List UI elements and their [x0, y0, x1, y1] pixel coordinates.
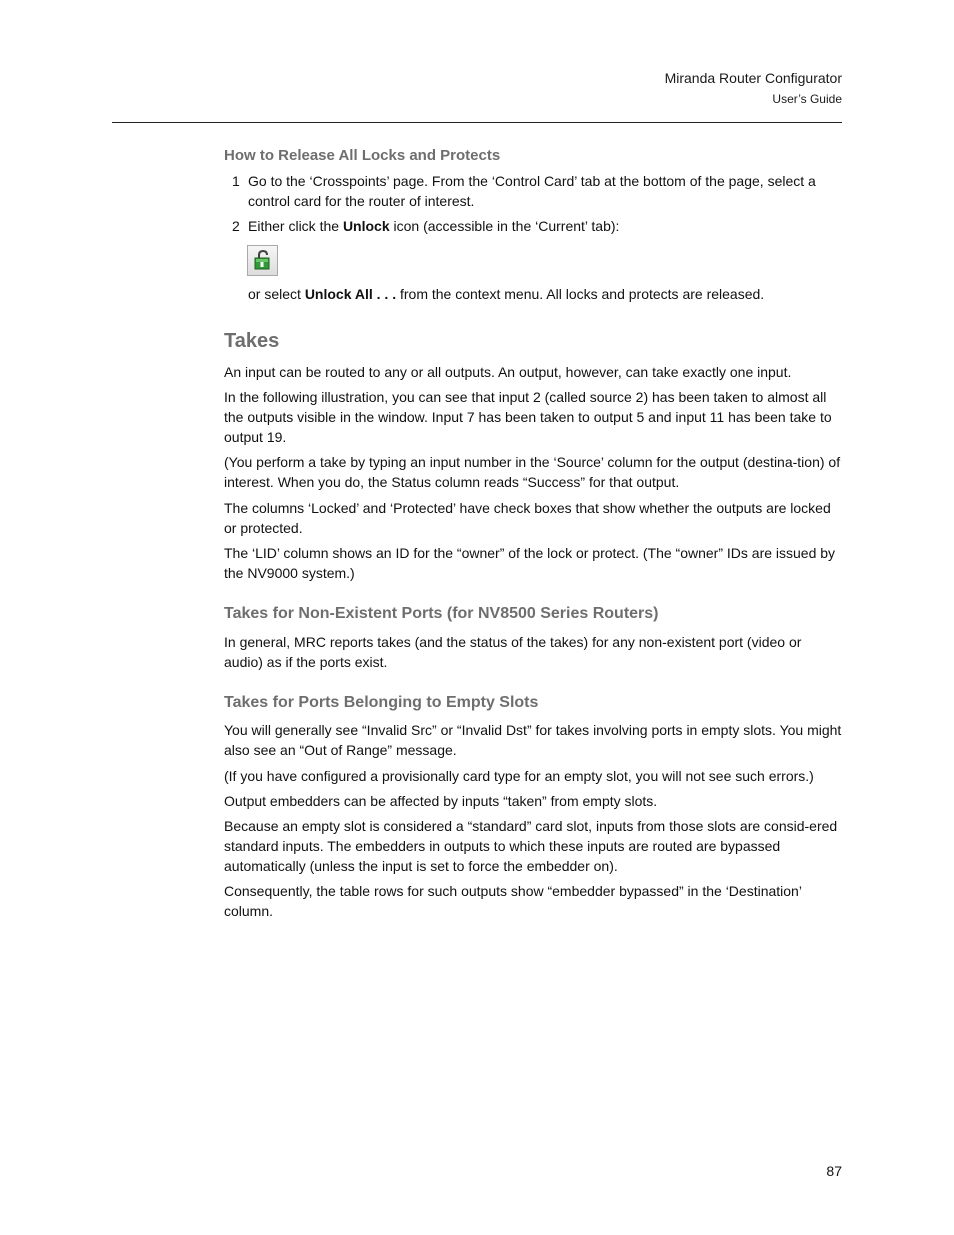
step-1-number: 1: [232, 173, 240, 189]
step-2-number: 2: [232, 218, 240, 234]
unlock-all-bold: Unlock All . . .: [304, 286, 397, 302]
step-2-post: icon (accessible in the ‘Current’ tab):: [389, 218, 620, 234]
step-2: [232, 216, 844, 236]
empty-slots-paragraph-5: Consequently, the table rows for such outputs show “embedder bypassed” in the ‘Destination’ column.: [224, 883, 802, 919]
unlock-all-pre: or select: [248, 286, 305, 302]
step-2-text: [248, 216, 842, 236]
step-2-bold: Unlock: [342, 218, 390, 234]
takes-paragraph-5: The ‘LID’ column shows an ID for the “owner” of the lock or protect. (The “owner” IDs are issued by the NV9000 system.): [224, 545, 836, 581]
takes-paragraph-1: An input can be routed to any or all outputs. An output, however, can take exactly one input.: [224, 364, 792, 380]
empty-slots-heading: Takes for Ports Belonging to Empty Slots: [224, 694, 539, 711]
header-rule: [112, 122, 842, 123]
takes-paragraph-2: In the following illustration, you can see that input 2 (called source 2) has been taken to almost all the outputs visible in the window. Input 7 has been taken to output 5 and input 11 has been take to output 19.: [224, 389, 832, 445]
unlock-icon: [247, 245, 278, 276]
step-1-text: Go to the ‘Crosspoints’ page. From the ‘Control Card’ tab at the bottom of the page, select a control card for the router of interest.: [248, 173, 816, 209]
empty-slots-paragraph-3: Output embedders can be affected by inputs “taken” from empty slots.: [224, 793, 658, 809]
takes-heading: Takes: [224, 330, 280, 352]
page-number: 87: [826, 1163, 842, 1179]
unlock-all-post: from the context menu. All locks and protects are released.: [396, 286, 765, 302]
step-2-pre: Either click the: [248, 218, 343, 234]
empty-slots-paragraph-2: (If you have configured a provisionally card type for an empty slot, you will not see such errors.): [224, 768, 814, 784]
takes-paragraph-4: The columns ‘Locked’ and ‘Protected’ have check boxes that show whether the outputs are locked or protected.: [224, 500, 831, 536]
release-locks-heading: How to Release All Locks and Protects: [224, 147, 501, 164]
step-1: [232, 171, 844, 211]
nonexistent-paragraph-1: In general, MRC reports takes (and the status of the takes) for any non-existent port (video or audio) as if the ports exist.: [224, 634, 802, 670]
empty-slots-paragraph-4: Because an empty slot is considered a “standard” card slot, inputs from those slots are consid-ered standard inputs. The embedders in outputs to which these inputs are routed are bypassed automatically (unless the input is set to force the embedder on).: [224, 818, 838, 874]
header-subtitle: User’s Guide: [772, 92, 842, 106]
takes-paragraph-3: (You perform a take by typing an input number in the ‘Source’ column for the output (destina-tion) of interest. When you do, the Status column reads “Success” for that output.: [224, 454, 841, 490]
unlock-icon-graphic: [248, 246, 277, 275]
nonexistent-heading: Takes for Non-Existent Ports (for NV8500 Series Routers): [224, 605, 659, 622]
header-title: Miranda Router Configurator: [664, 70, 842, 86]
unlock-all-text: [248, 284, 844, 304]
empty-slots-paragraph-1: You will generally see “Invalid Src” or “Invalid Dst” for takes involving ports in empty slots. You might also see an “Out of Range” message.: [224, 722, 842, 758]
